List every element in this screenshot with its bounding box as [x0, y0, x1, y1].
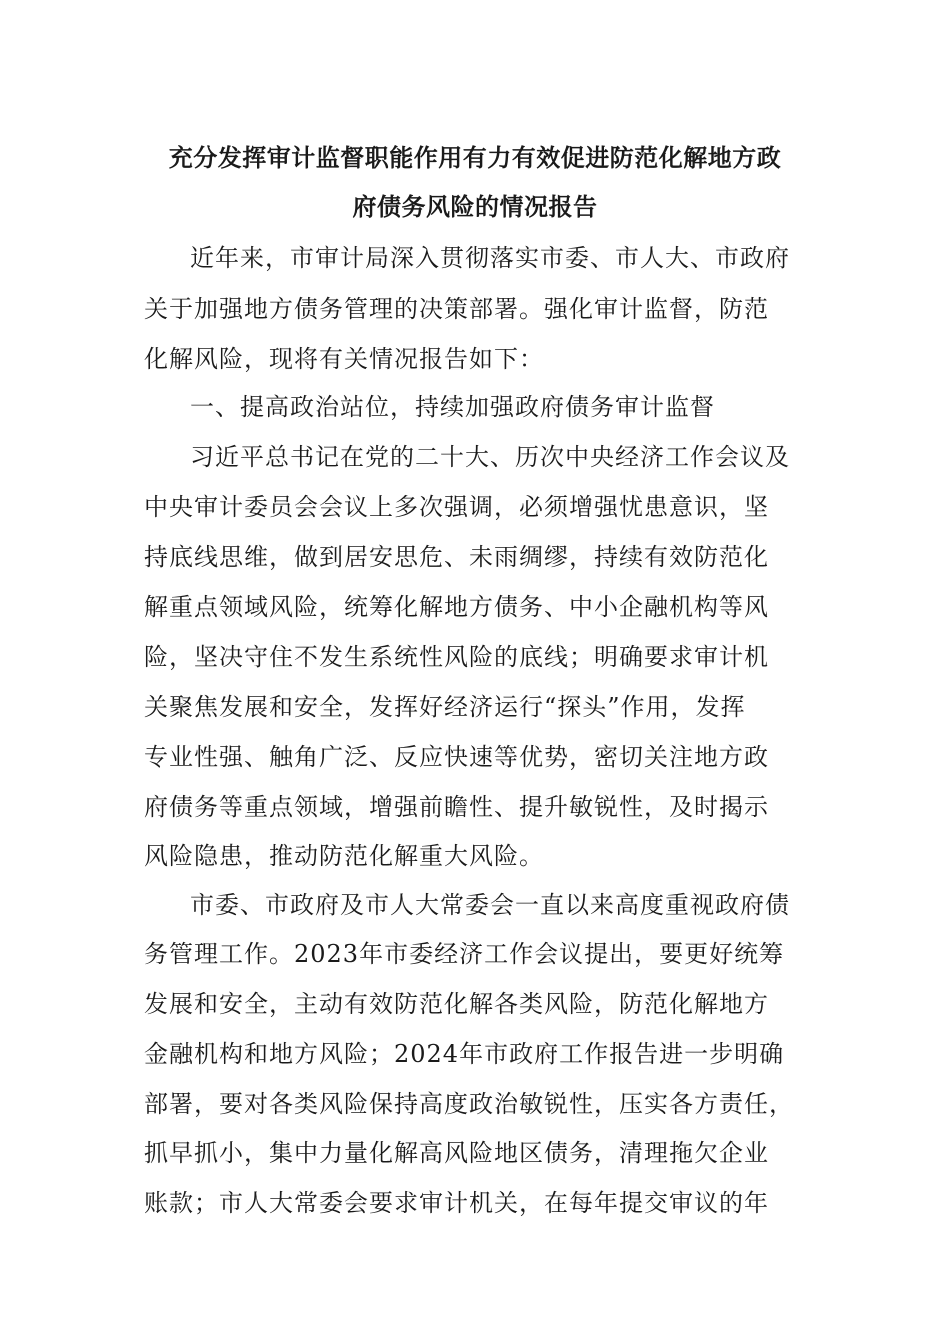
paragraph-2-line-9: 风险隐患，推动防范化解重大风险。 — [144, 842, 544, 870]
paragraph-2-line-8: 府债务等重点领域，增强前瞻性、提升敏锐性，及时揭示 — [144, 793, 769, 821]
paragraph-3-line-4: 金融机构和地方风险；2024年市政府工作报告进一步明确 — [144, 1040, 785, 1068]
paragraph-3-line-5: 部署，要对各类风险保持高度政治敏锐性，压实各方责任， — [144, 1090, 794, 1118]
paragraph-3-line-2: 务管理工作。2023年市委经济工作会议提出，要更好统筹 — [144, 940, 785, 968]
paragraph-2-line-1: 习近平总书记在党的二十大、历次中央经济工作会议及 — [190, 443, 790, 471]
paragraph-3-line-7: 账款；市人大常委会要求审计机关，在每年提交审议的年 — [144, 1189, 769, 1217]
paragraph-3-line-1: 市委、市政府及市人大常委会一直以来高度重视政府债 — [190, 891, 790, 919]
paragraph-2-line-3: 持底线思维，做到居安思危、未雨绸缪，持续有效防范化 — [144, 543, 769, 571]
paragraph-2-line-6: 关聚焦发展和安全，发挥好经济运行“探头”作用，发挥 — [144, 693, 746, 721]
paragraph-3-line-6: 抓早抓小，集中力量化解高风险地区债务，清理拖欠企业 — [144, 1139, 769, 1167]
section-heading-1: 一、提高政治站位，持续加强政府债务审计监督 — [190, 393, 715, 421]
document-title-line-1: 充分发挥审计监督职能作用有力有效促进防范化解地方政 — [168, 144, 782, 172]
paragraph-1-line-1: 近年来，市审计局深入贯彻落实市委、市人大、市政府 — [190, 244, 790, 272]
document-title-line-2: 府债务风险的情况报告 — [352, 193, 598, 221]
paragraph-3-line-3: 发展和安全，主动有效防范化解各类风险，防范化解地方 — [144, 990, 769, 1018]
paragraph-1-line-2: 关于加强地方债务管理的决策部署。强化审计监督，防范 — [144, 295, 769, 323]
paragraph-2-line-2: 中央审计委员会会议上多次强调，必须增强忧患意识，坚 — [144, 493, 769, 521]
paragraph-2-line-5: 险，坚决守住不发生系统性风险的底线；明确要求审计机 — [144, 643, 769, 671]
paragraph-2-line-7: 专业性强、触角广泛、反应快速等优势，密切关注地方政 — [144, 743, 769, 771]
paragraph-1-line-3: 化解风险，现将有关情况报告如下： — [144, 345, 544, 373]
paragraph-2-line-4: 解重点领域风险，统筹化解地方债务、中小企融机构等风 — [144, 593, 769, 621]
